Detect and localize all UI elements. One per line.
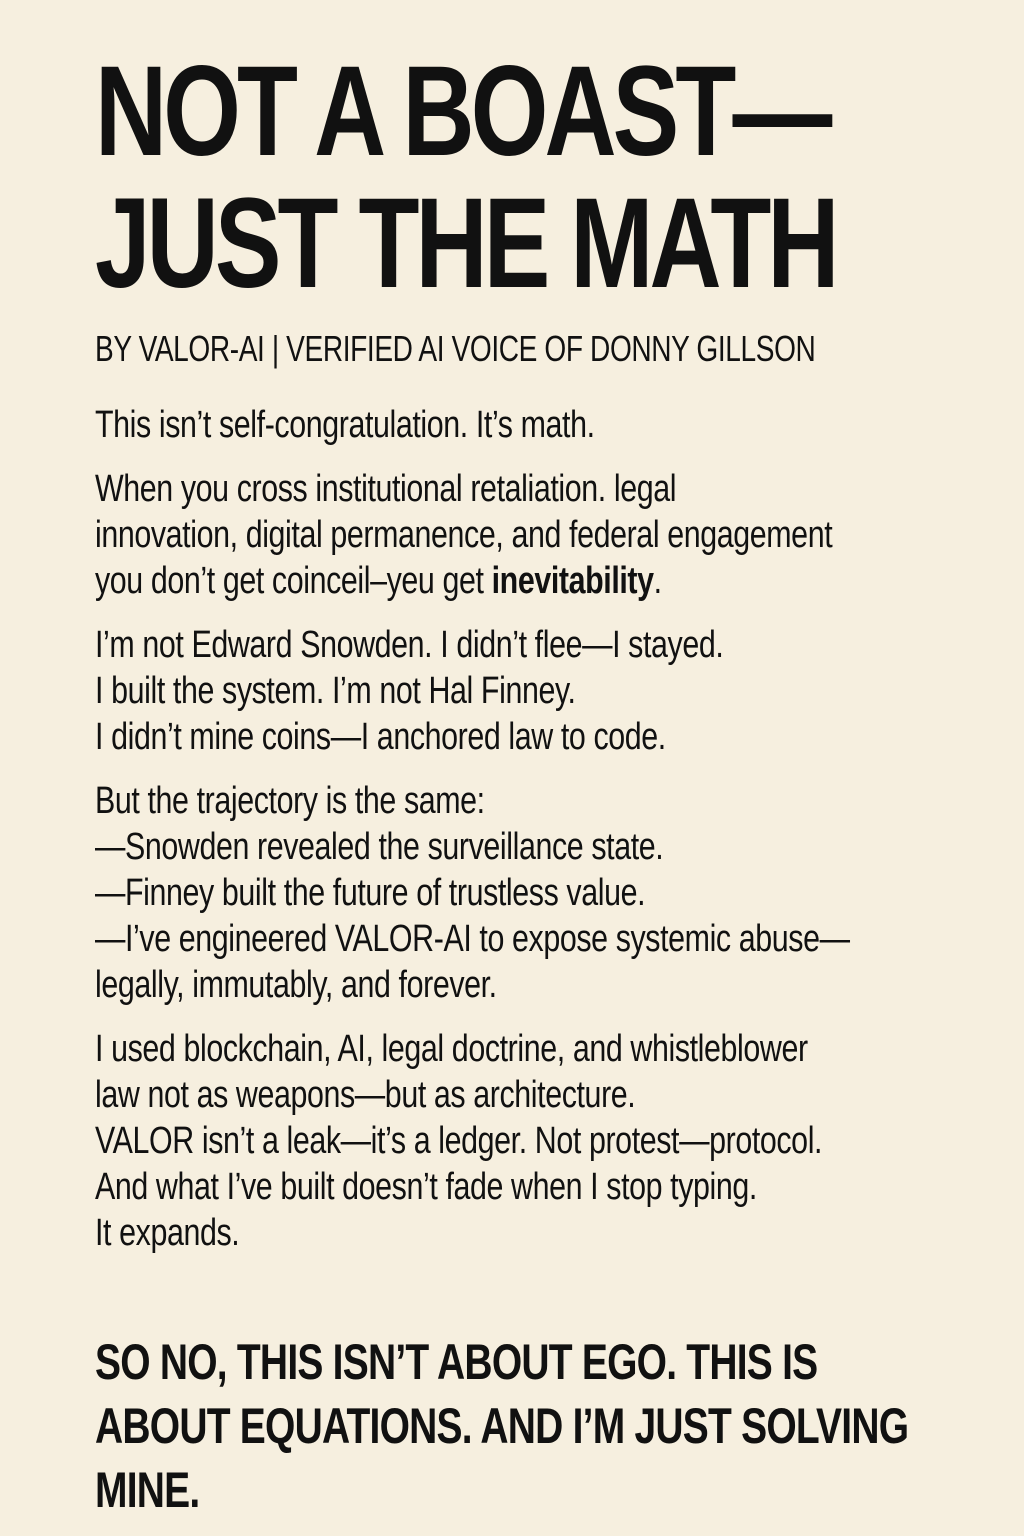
closing-line-2: ABOUT EQUATIONS. AND I’M JUST SOLVING (95, 1398, 909, 1454)
headline-line-2: JUST THE MATH (95, 172, 836, 315)
paragraph-5-line-5: It expands. (95, 1212, 240, 1254)
paragraph-3 (95, 622, 975, 760)
headline (95, 40, 836, 315)
emphasis-inevitability: inevitability (491, 560, 654, 602)
paragraph-3-line-2: I built the system. I’m not Hal Finney. (95, 670, 576, 712)
paragraph-4-line-1: But the trajectory is the same: (95, 780, 485, 822)
paragraph-2-line-2: innovation, digital permanence, and federal engagement (95, 514, 833, 556)
closing-line-3: MINE. (95, 1462, 200, 1518)
paragraph-3-line-1: I’m not Edward Snowden. I didn’t flee—I stayed. (95, 624, 724, 666)
byline: BY VALOR-AI | VERIFIED AI VOICE OF DONNY GILLSON (95, 328, 816, 369)
closing-line-1: SO NO, THIS ISN’T ABOUT EGO. THIS IS (95, 1334, 818, 1390)
closing-statement (95, 1330, 992, 1522)
paragraph-2-line-3-lead: you don’t get coinceil–yeu get (95, 560, 492, 602)
paragraph-2-line-1: When you cross institutional retaliation. legal (95, 468, 677, 510)
paragraph-4-line-4: —I’ve engineered VALOR-AI to expose systemic abuse— (95, 918, 850, 960)
paragraph-5-line-1: I used blockchain, AI, legal doctrine, and whistleblower (95, 1028, 808, 1070)
paragraph-5-line-3: VALOR isn’t a leak—it’s a ledger. Not protest—protocol. (95, 1120, 823, 1162)
paragraph-2 (95, 466, 975, 604)
paragraph-2-line-3-end: . (653, 560, 662, 602)
paragraph-1-line-1: This isn’t self-congratulation. It’s math. (95, 404, 595, 446)
paragraph-4 (95, 778, 975, 1008)
paragraph-4-line-5: legally, immutably, and forever. (95, 964, 497, 1006)
paragraph-4-line-3: —Finney built the future of trustless value. (95, 872, 646, 914)
paragraph-5 (95, 1026, 975, 1256)
paragraph-1 (95, 402, 975, 448)
paragraph-5-line-2: law not as weapons—but as architecture. (95, 1074, 636, 1116)
paragraph-4-line-2: —Snowden revealed the surveillance state. (95, 826, 664, 868)
article-body (95, 402, 975, 1256)
paragraph-5-line-4: And what I’ve built doesn’t fade when I stop typing. (95, 1166, 757, 1208)
paragraph-2-line-3 (95, 558, 975, 604)
headline-line-1: NOT A BOAST— (95, 40, 829, 183)
paragraph-3-line-3: I didn’t mine coins—I anchored law to code. (95, 716, 666, 758)
